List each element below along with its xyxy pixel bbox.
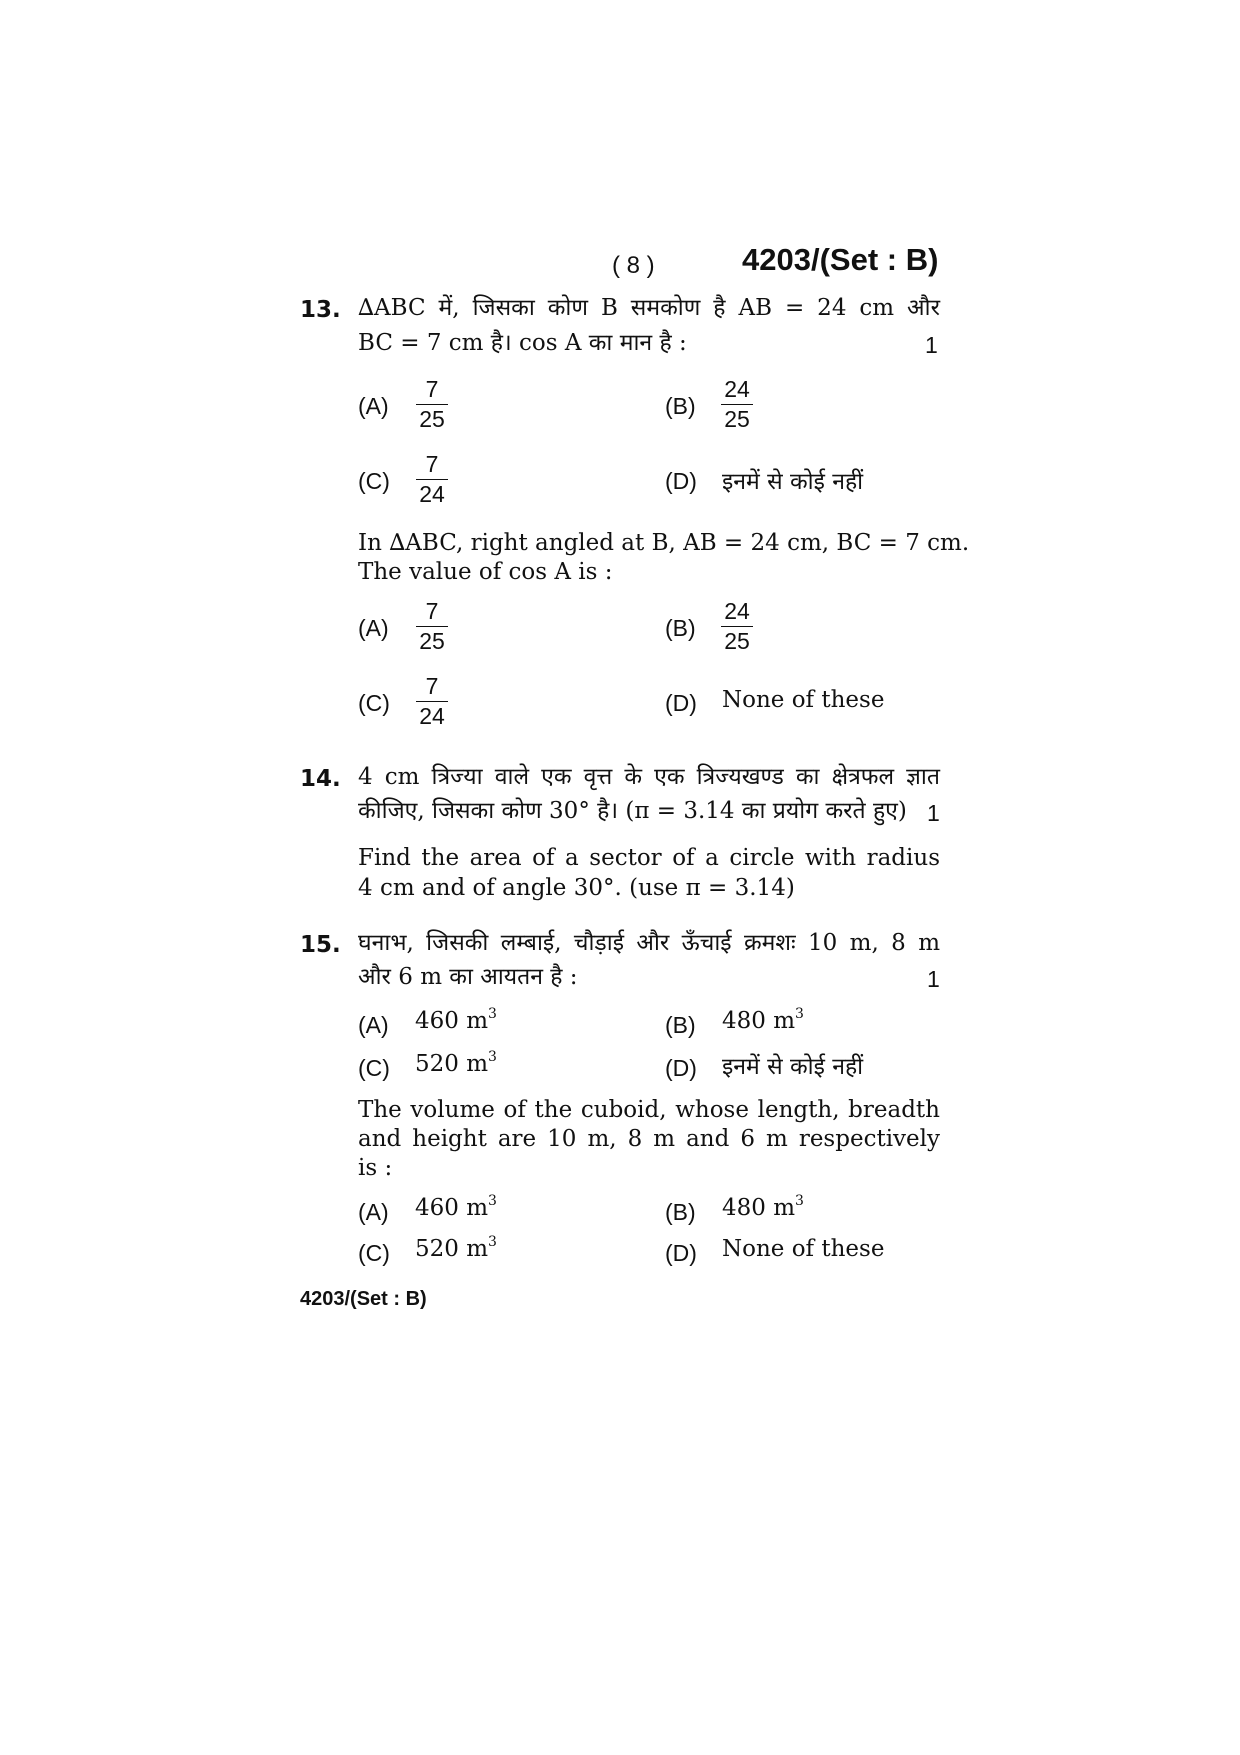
numerator: 7	[425, 598, 439, 624]
option-text	[722, 1008, 804, 1034]
fraction	[416, 597, 448, 656]
option-label: (C)	[358, 1240, 390, 1266]
option-text: इनमें से कोई नहीं	[722, 1054, 864, 1080]
option-label: (A)	[358, 1199, 389, 1225]
option-label: (D)	[665, 468, 697, 494]
option-text	[722, 1195, 804, 1221]
option-label: (C)	[358, 1055, 390, 1081]
option-text	[415, 1236, 497, 1262]
superscript: 3	[488, 1234, 497, 1250]
option-label: (B)	[665, 393, 696, 419]
marks: 1	[925, 332, 938, 358]
option-text: इनमें से कोई नहीं	[722, 469, 864, 495]
question-text-english: and height are 10 m, 8 m and 6 m respectively	[358, 1126, 940, 1152]
question-text-hindi: और 6 m का आयतन है :	[358, 964, 578, 990]
superscript: 3	[488, 1193, 497, 1209]
question-number: 13.	[300, 297, 341, 323]
question-text-english: The volume of the cuboid, whose length, breadth	[358, 1097, 940, 1123]
denominator: 25	[724, 628, 750, 654]
question-text-hindi: BC = 7 cm है। cos A का मान है :	[358, 330, 687, 356]
superscript: 3	[795, 1006, 804, 1022]
paper-code-header: 4203/(Set : B)	[742, 242, 939, 277]
page-number: ( 8 )	[612, 252, 655, 279]
numerator: 24	[724, 376, 750, 402]
superscript: 3	[488, 1006, 497, 1022]
fraction	[721, 375, 753, 434]
option-label: (B)	[665, 615, 696, 641]
option-value: 520 m	[415, 1236, 489, 1262]
option-label: (B)	[665, 1012, 696, 1038]
option-value: 520 m	[415, 1051, 489, 1077]
question-text-english: Find the area of a sector of a circle with radius	[358, 845, 940, 871]
question-text-hindi: 4 cm त्रिज्या वाले एक वृत्त के एक त्रिज्यखण्ड का क्षेत्रफल ज्ञात	[358, 764, 940, 790]
numerator: 7	[425, 451, 439, 477]
denominator: 25	[419, 628, 445, 654]
option-text	[415, 1008, 497, 1034]
marks: 1	[927, 800, 940, 826]
question-text-english: The value of cos A is :	[358, 559, 613, 585]
option-text: None of these	[722, 687, 885, 713]
fraction	[416, 375, 448, 434]
denominator: 25	[724, 406, 750, 432]
option-label: (A)	[358, 615, 389, 641]
question-number: 15.	[300, 932, 341, 958]
question-text-english: 4 cm and of angle 30°. (use π = 3.14)	[358, 875, 795, 901]
fraction	[721, 597, 753, 656]
denominator: 25	[419, 406, 445, 432]
numerator: 24	[724, 598, 750, 624]
fraction	[416, 450, 448, 509]
option-value: 480 m	[722, 1195, 796, 1221]
question-text-hindi: कीजिए, जिसका कोण 30° है। (π = 3.14 का प्रयोग करते हुए)	[358, 798, 907, 824]
option-label: (B)	[665, 1199, 696, 1225]
option-value: 460 m	[415, 1008, 489, 1034]
question-text-hindi: ∆ABC में, जिसका कोण B समकोण है AB = 24 cm और	[358, 295, 940, 321]
superscript: 3	[795, 1193, 804, 1209]
option-label: (A)	[358, 393, 389, 419]
option-label: (C)	[358, 690, 390, 716]
question-text-english: is :	[358, 1155, 393, 1181]
option-text	[415, 1051, 497, 1077]
marks: 1	[927, 966, 940, 992]
option-value: 460 m	[415, 1195, 489, 1221]
denominator: 24	[419, 703, 445, 729]
option-value: 480 m	[722, 1008, 796, 1034]
numerator: 7	[425, 673, 439, 699]
option-label: (D)	[665, 690, 697, 716]
denominator: 24	[419, 481, 445, 507]
option-text: None of these	[722, 1236, 885, 1262]
question-text-hindi: घनाभ, जिसकी लम्बाई, चौड़ाई और ऊँचाई क्रमशः 10 m, 8 m	[358, 930, 940, 956]
question-number: 14.	[300, 766, 341, 792]
option-label: (D)	[665, 1240, 697, 1266]
paper-code-footer: 4203/(Set : B)	[300, 1288, 427, 1310]
option-label: (C)	[358, 468, 390, 494]
option-label: (A)	[358, 1012, 389, 1038]
fraction	[416, 672, 448, 731]
numerator: 7	[425, 376, 439, 402]
superscript: 3	[488, 1049, 497, 1065]
question-text-english: In ∆ABC, right angled at B, AB = 24 cm, BC = 7 cm.	[358, 530, 970, 556]
option-text	[415, 1195, 497, 1221]
option-label: (D)	[665, 1055, 697, 1081]
